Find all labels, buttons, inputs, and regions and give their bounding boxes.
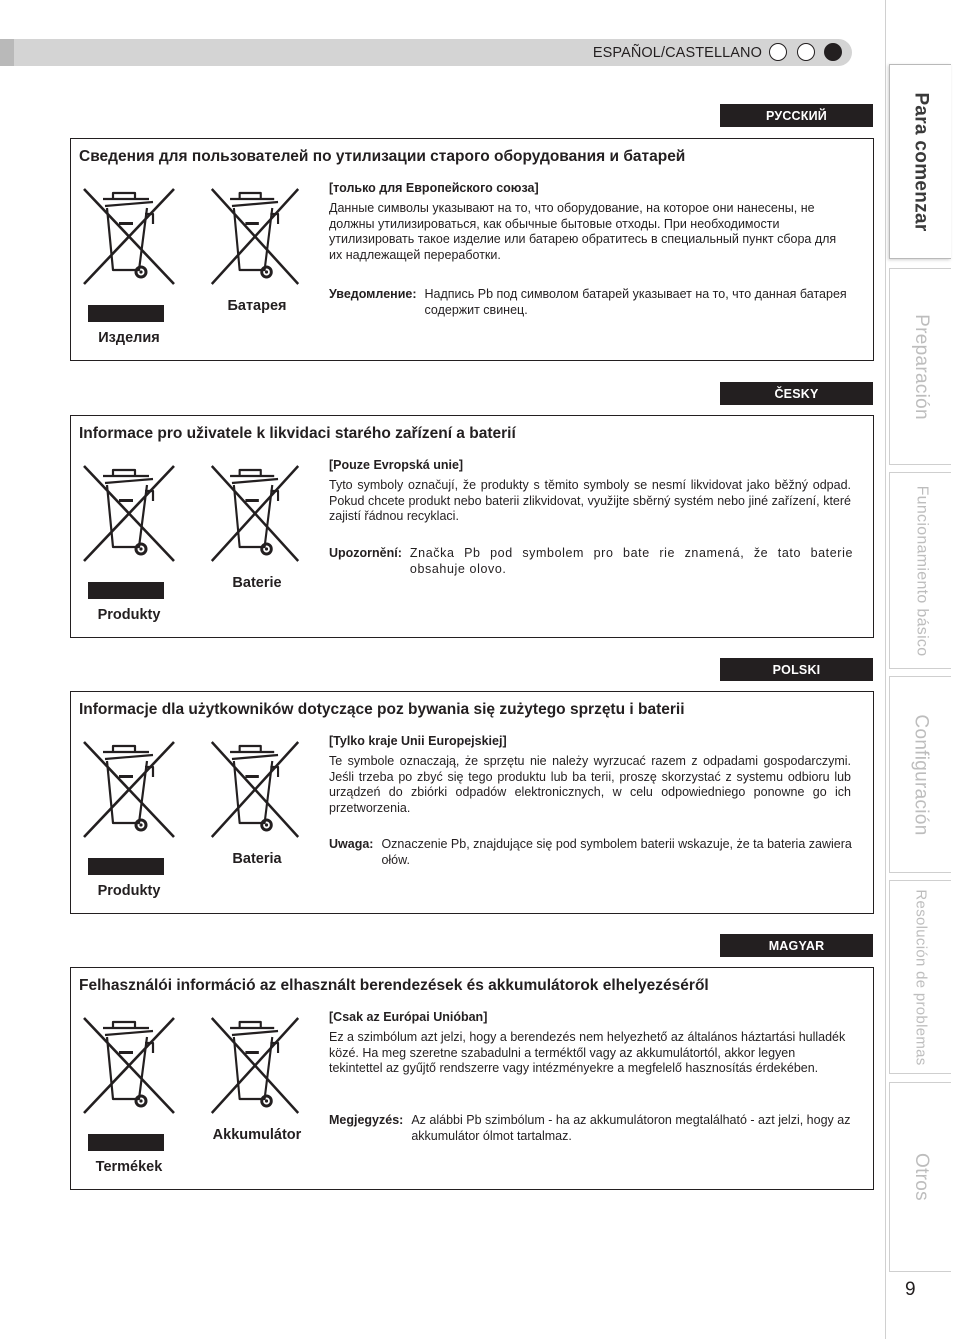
- section-body: Te symbole oznaczają, że sprzętu nie należy wyrzucać razem z odpadami gospodarczymi. Jeśli trzeba po zbyć się tego produktu lub ba terii, proszę skorzystać z systemu odbioru lub urządzeń do zbiórki odpadów elektronicznych, w celu odpowiedniego ponowne go ich przetworzenia.: [329, 754, 851, 815]
- battery-label: Bateria: [232, 851, 282, 867]
- black-bar: [88, 582, 164, 599]
- note-text: Oznaczenie Pb, znajdujące się pod symbolem baterii wskazuje, że ta bateria zawiera ołów.: [381, 837, 852, 867]
- tab-label: Para comenzar: [911, 91, 932, 232]
- section-title: Informacje dla użytkowników dotyczące poz bywania się zużytego sprzętu i baterii: [79, 701, 685, 718]
- note-label: Upozornění:: [329, 546, 402, 560]
- products-label: Produkty: [97, 883, 161, 899]
- section-note: [329, 546, 853, 577]
- section-note: [329, 287, 853, 318]
- crossed-out-battery-bin-icon: [207, 1013, 303, 1117]
- section-body: Tyto symboly označují, že produkty s těmito symboly se nesmí likvidovat jako běžný odpad. Pokud chcete produkt nebo baterii zlikvidovat, využijte sběrný systém nebo jiné zařízení, které zajistí řádnou recyklaci.: [329, 478, 851, 523]
- crossed-out-wheelie-bin-icon: [79, 461, 179, 565]
- tab-preparacion[interactable]: [889, 268, 951, 465]
- battery-label: Батарея: [227, 298, 287, 314]
- section-body: Данные символы указывают на то, что оборудование, на которое они нанесены, не должны утилизироваться, как обычные бытовые отходы. При необходимости утилизировать такое изделие или батарею обратитесь в специальный пункт сбора для их надлежащей переработки.: [329, 201, 837, 262]
- section-title: Informace pro uživatele k likvidaci starého zařízení a baterií: [79, 425, 516, 442]
- note-label: Megjegyzés:: [329, 1113, 404, 1127]
- page-number: 9: [905, 1279, 916, 1300]
- header-language: ESPAÑOL/CASTELLANO: [592, 45, 762, 61]
- crossed-out-wheelie-bin-icon: [79, 737, 179, 841]
- crossed-out-battery-bin-icon: [207, 184, 303, 288]
- section-ru: [70, 138, 874, 361]
- tab-para-comenzar[interactable]: [889, 64, 951, 259]
- indicator-dot-3-icon: [824, 43, 842, 61]
- tab-label: Preparación: [911, 313, 932, 420]
- crossed-out-wheelie-bin-icon: [79, 184, 179, 288]
- language-tag-pl: POLSKI: [720, 658, 873, 681]
- crossed-out-wheelie-bin-icon: [79, 1013, 179, 1117]
- tab-label: Otros: [911, 1153, 933, 1201]
- sidebar-divider: [885, 0, 886, 1339]
- section-title: Felhasználói információ az elhasznált berendezések és akkumulátorok elhelyezéséről: [79, 977, 709, 994]
- language-tag-ru: РУССКИЙ: [720, 104, 873, 127]
- products-label: Изделия: [98, 330, 160, 346]
- products-label: Produkty: [97, 607, 161, 623]
- battery-label: Baterie: [232, 575, 282, 591]
- tab-label: Funcionamiento básico: [913, 485, 930, 656]
- section-cs: [70, 415, 874, 638]
- tab-label: Resolución de problemas: [912, 888, 930, 1066]
- crossed-out-battery-bin-icon: [207, 461, 303, 565]
- section-subheading: [Tylko kraje Unii Europejskiej]: [329, 734, 507, 748]
- language-tag-cs: ČESKY: [720, 382, 873, 405]
- section-subheading: [только для Европейского союза]: [329, 181, 539, 195]
- tab-configuracion[interactable]: [889, 676, 951, 873]
- section-note: [329, 1113, 853, 1144]
- indicator-dot-1-icon: [769, 43, 787, 61]
- section-subheading: [Pouze Evropská unie]: [329, 458, 464, 472]
- tab-otros[interactable]: [889, 1082, 951, 1272]
- battery-label: Akkumulátor: [212, 1127, 302, 1143]
- note-label: Uwaga:: [329, 837, 374, 851]
- note-text: Az alábbi Pb szimbólum - ha az akkumulátoron megtalálható - azt jelzi, hogy az akkumulátor ólmot tartalmaz.: [411, 1113, 851, 1143]
- products-label: Termékek: [95, 1159, 163, 1175]
- section-hu: [70, 967, 874, 1190]
- section-title: Сведения для пользователей по утилизации старого оборудования и батарей: [79, 148, 686, 165]
- language-tag-hu: MAGYAR: [720, 934, 873, 957]
- black-bar: [88, 858, 164, 875]
- section-body: Ez a szimbólum azt jelzi, hogy a berendezés nem helyezhető az általános háztartási hulladék közé. Ha meg szeretne szabadulni a terméktől vagy az akkumulátortól, akkor legyen tekintettel az gyűjtő rendszerre vagy intézményekre a megfelelő hasznosítás érdekében.: [329, 1030, 846, 1075]
- tab-resolucion-de-problemas[interactable]: [889, 880, 951, 1074]
- section-pl: [70, 691, 874, 914]
- note-text: Надпись Pb под символом батарей указывает на то, что данная батарея содержит свинец.: [424, 287, 847, 317]
- tab-label: Configuración: [911, 713, 933, 836]
- crossed-out-battery-bin-icon: [207, 737, 303, 841]
- section-subheading: [Csak az Európai Unióban]: [329, 1010, 488, 1024]
- section-note: [329, 837, 853, 868]
- note-text: Značka Pb pod symbolem pro bate rie znamená, že tato baterie obsahuje olovo.: [409, 546, 853, 576]
- header-bar: [0, 39, 852, 66]
- note-label: Уведомление:: [329, 287, 417, 301]
- tab-funcionamiento-basico[interactable]: [889, 472, 951, 669]
- black-bar: [88, 305, 164, 322]
- indicator-dot-2-icon: [797, 43, 815, 61]
- black-bar: [88, 1134, 164, 1151]
